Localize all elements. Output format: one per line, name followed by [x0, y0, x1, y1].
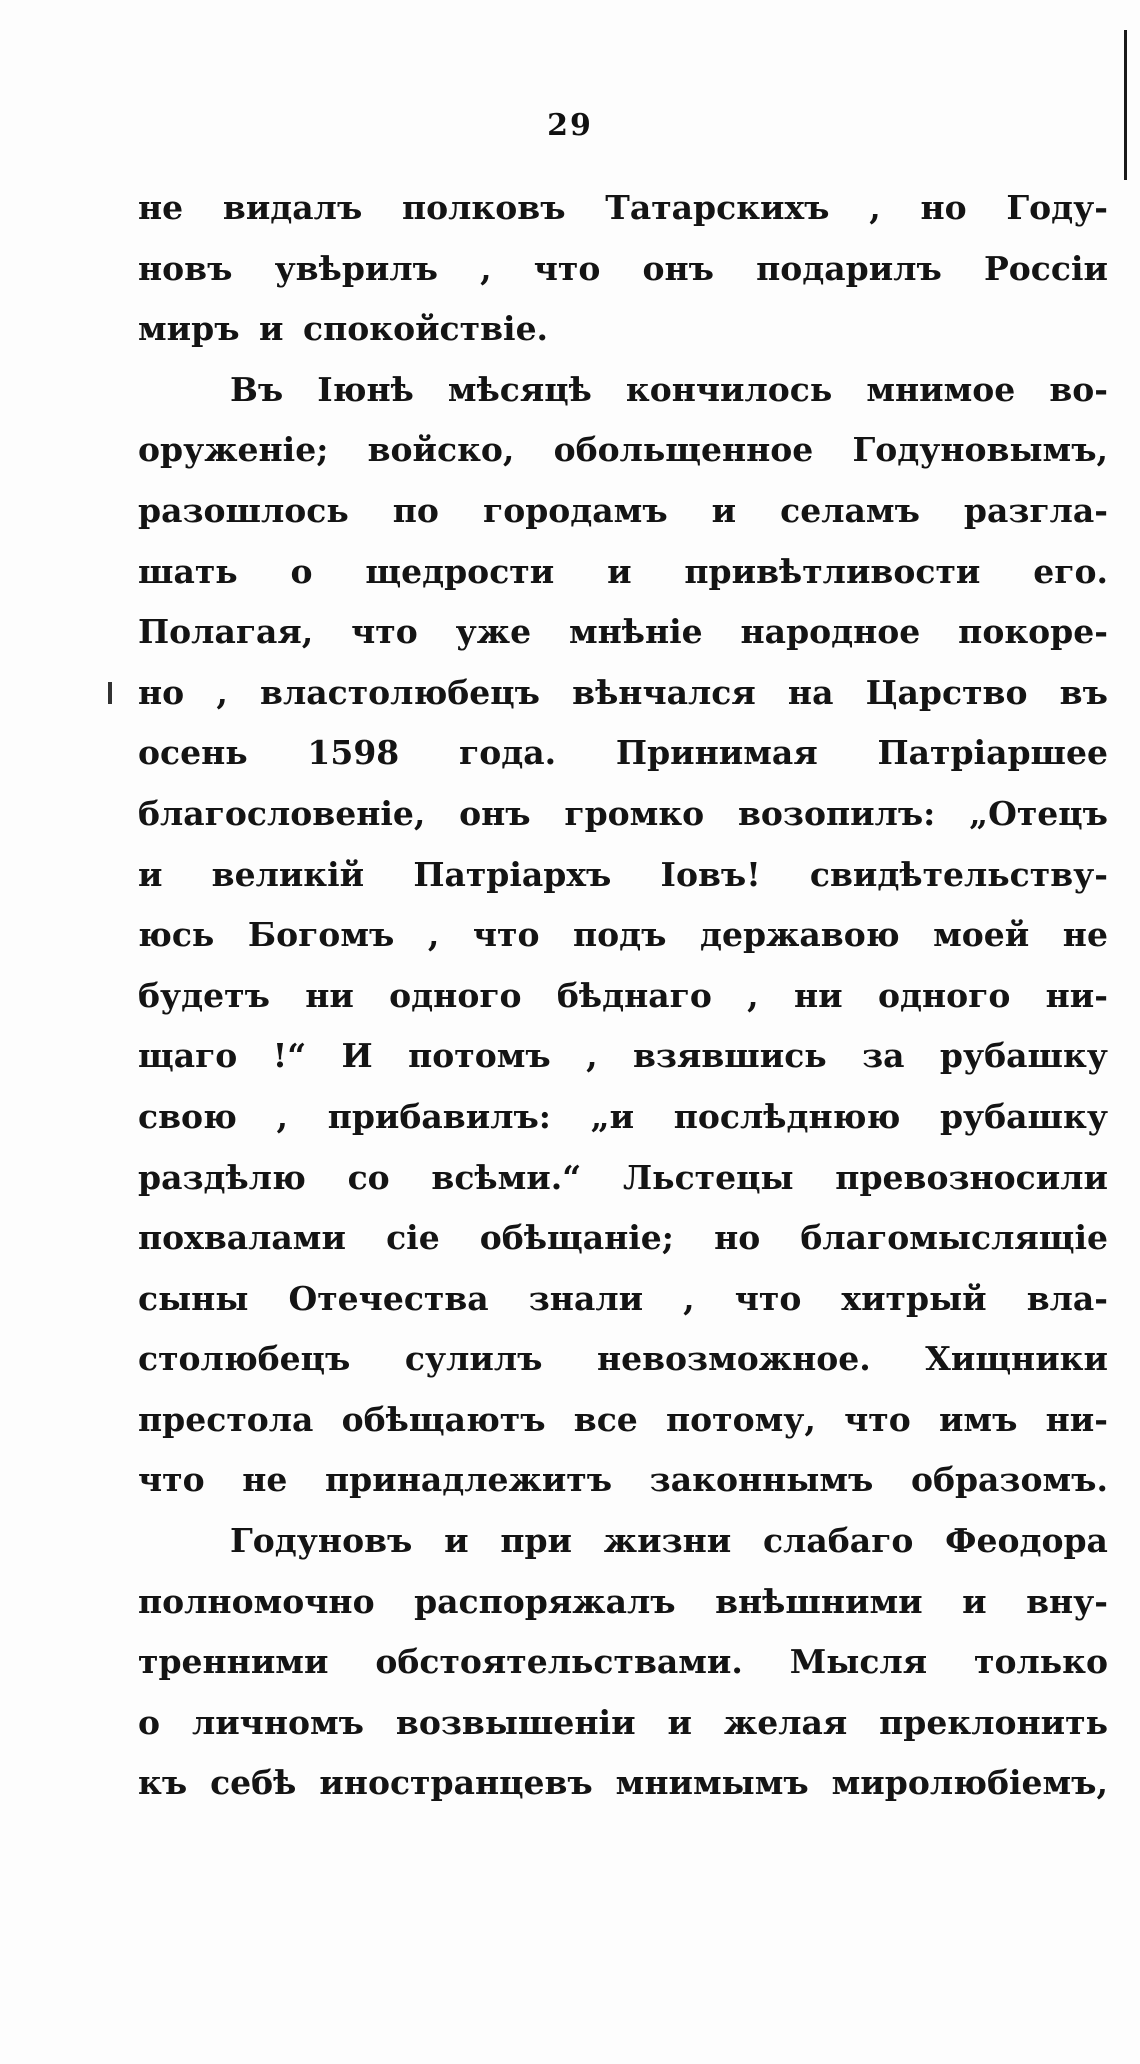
word: войско, — [367, 430, 515, 470]
word: щаго — [138, 1036, 238, 1076]
word: и — [444, 1521, 469, 1561]
text-line — [138, 1693, 1108, 1754]
word: Годуновъ — [230, 1521, 413, 1561]
word: 1598 — [307, 733, 400, 773]
text-line — [138, 1329, 1108, 1390]
word: увѣрилъ — [274, 248, 438, 288]
word: одного — [389, 975, 522, 1015]
text-line — [138, 905, 1108, 966]
word: вѣнчался — [572, 672, 756, 712]
word: что — [351, 612, 418, 652]
text-line — [138, 1208, 1108, 1269]
word: рубашку — [939, 1036, 1108, 1076]
word: Іюнѣ — [317, 369, 414, 409]
word: во- — [1049, 369, 1108, 409]
text-line — [138, 602, 1108, 663]
word: желая — [723, 1702, 848, 1742]
word: прибавилъ: — [327, 1096, 551, 1136]
word: И — [341, 1036, 373, 1076]
word: обстоятельствами. — [375, 1642, 743, 1682]
word: , — [480, 248, 492, 288]
word: вла- — [1026, 1278, 1108, 1318]
word: новъ — [138, 248, 233, 288]
word: Хищники — [925, 1339, 1108, 1379]
word: державою — [700, 915, 900, 955]
word: громко — [564, 793, 705, 833]
text-line — [138, 178, 1108, 239]
word: шать — [138, 551, 238, 591]
word: онъ — [459, 793, 531, 833]
word: принадлежитъ — [325, 1460, 613, 1500]
word: не — [1062, 915, 1108, 955]
word: обѣщаніе; — [479, 1218, 674, 1258]
word: но — [920, 188, 967, 227]
word: будетъ — [138, 975, 270, 1015]
word: Феодора — [945, 1521, 1108, 1561]
word: сулилъ — [404, 1339, 543, 1379]
word: Мысля — [789, 1642, 928, 1682]
word: свою — [138, 1096, 237, 1136]
word: что — [844, 1399, 911, 1439]
word: сыны — [138, 1278, 249, 1318]
word: все — [573, 1399, 638, 1439]
word: что — [138, 1460, 205, 1500]
word: и — [138, 854, 163, 894]
word: похвалами — [138, 1218, 346, 1258]
word: Патріархъ — [413, 854, 612, 894]
text-line — [138, 299, 1108, 360]
word: , — [586, 1036, 598, 1076]
text-line-content: миръ и спокойствіе. — [138, 309, 549, 349]
page-edge-mark — [1124, 30, 1127, 180]
word: благословеніе, — [138, 793, 426, 833]
word: но — [138, 672, 185, 712]
text-line — [138, 1026, 1108, 1087]
text-line — [138, 542, 1108, 603]
word: селамъ — [780, 490, 920, 530]
word: рубашку — [939, 1096, 1108, 1136]
text-line — [138, 239, 1108, 300]
word: привѣтливости — [684, 551, 981, 591]
word: Годуновымъ, — [852, 430, 1108, 470]
word: возвышеніи — [395, 1702, 636, 1742]
word: но — [714, 1218, 761, 1258]
word: распоряжалъ — [414, 1581, 676, 1621]
word: покоре- — [958, 612, 1108, 652]
word: законнымъ — [649, 1460, 874, 1500]
word: къ — [138, 1763, 188, 1803]
text-line — [138, 1572, 1108, 1633]
word: „Отецъ — [969, 793, 1108, 833]
word: мѣсяцѣ — [447, 369, 592, 409]
word: полномочно — [138, 1581, 375, 1621]
word: бѣднаго — [556, 975, 712, 1015]
text-line — [138, 845, 1108, 906]
word: сіе — [386, 1218, 440, 1258]
text-line — [138, 1450, 1108, 1511]
word: въ — [1059, 672, 1108, 712]
word: и — [667, 1702, 692, 1742]
word: столюбецъ — [138, 1339, 351, 1379]
word: властолюбецъ — [260, 672, 540, 712]
word: тренними — [138, 1642, 329, 1682]
page-number: 29 — [547, 108, 593, 143]
word: всѣми.“ — [431, 1157, 582, 1197]
word: благомыслящіе — [800, 1218, 1108, 1258]
body-text — [138, 178, 1108, 1814]
word: ни — [793, 975, 843, 1015]
word: года. — [459, 733, 557, 773]
word: , — [683, 1278, 695, 1318]
word: превозносили — [835, 1157, 1108, 1197]
word: не — [242, 1460, 288, 1500]
word: юсь — [138, 915, 215, 955]
word: кончилось — [625, 369, 833, 409]
word: на — [787, 672, 834, 712]
word: городамъ — [482, 490, 668, 530]
word: Льстецы — [622, 1157, 794, 1197]
word: потомъ — [408, 1036, 551, 1076]
word: со — [347, 1157, 390, 1197]
word: за — [862, 1036, 905, 1076]
word: , — [427, 915, 440, 955]
word: Принимая — [615, 733, 818, 773]
word: Богомъ — [247, 915, 395, 955]
word: Татарскихъ — [605, 188, 830, 227]
word: онъ — [642, 248, 714, 288]
word: народное — [740, 612, 921, 652]
word: , — [216, 672, 228, 712]
text-line — [138, 1632, 1108, 1693]
word: что — [533, 248, 601, 288]
word: , — [869, 188, 881, 227]
text-line — [138, 784, 1108, 845]
word: подъ — [573, 915, 667, 955]
word: возопилъ: — [737, 793, 936, 833]
word: знали — [528, 1278, 644, 1318]
word: жизни — [603, 1521, 732, 1561]
text-line — [138, 420, 1108, 481]
word: Въ — [230, 369, 284, 409]
word: ни- — [1045, 975, 1108, 1015]
word: ни- — [1045, 1399, 1108, 1439]
word: Іовъ! — [660, 854, 761, 894]
text-line — [138, 723, 1108, 784]
word: Отечества — [288, 1278, 489, 1318]
word: престола — [138, 1399, 314, 1439]
text-line — [138, 1087, 1108, 1148]
word: мнимое — [866, 369, 1016, 409]
word: Полагая, — [138, 612, 314, 652]
word: Царство — [865, 672, 1028, 712]
margin-mark — [108, 682, 112, 704]
word: оруженіе; — [138, 430, 329, 470]
word: при — [500, 1521, 573, 1561]
word: вну- — [1026, 1581, 1108, 1621]
word: великій — [211, 854, 365, 894]
word: одного — [877, 975, 1011, 1015]
word: и — [962, 1581, 987, 1621]
word: свидѣтельству- — [809, 854, 1108, 894]
word: имъ — [938, 1399, 1018, 1439]
word: его. — [1033, 551, 1108, 591]
text-line — [138, 1148, 1108, 1209]
word: разгла- — [963, 490, 1108, 530]
word: щедрости — [365, 551, 555, 591]
word: уже — [455, 612, 532, 652]
word: хитрый — [841, 1278, 987, 1318]
text-line — [138, 966, 1108, 1027]
word: что — [472, 915, 540, 955]
word: послѣднюю — [673, 1096, 901, 1136]
word: невозможное. — [596, 1339, 871, 1379]
word: личномъ — [191, 1702, 364, 1742]
word: обольщенное — [553, 430, 814, 470]
word: мнимымъ — [615, 1763, 809, 1803]
word: образомъ. — [910, 1460, 1108, 1500]
word: себѣ — [210, 1763, 297, 1803]
text-line — [138, 481, 1108, 542]
word: , — [747, 975, 759, 1015]
word: разошлось — [138, 490, 349, 530]
word: иностранцевъ — [319, 1763, 593, 1803]
text-line — [138, 1390, 1108, 1451]
word: преклонить — [879, 1702, 1108, 1742]
word: мнѣніе — [568, 612, 703, 652]
word: осень — [138, 733, 248, 773]
text-line — [138, 663, 1108, 724]
word: только — [974, 1642, 1108, 1682]
word: !“ — [272, 1036, 307, 1076]
word: внѣшними — [715, 1581, 923, 1621]
word: подарилъ — [756, 248, 942, 288]
word: ни — [305, 975, 354, 1015]
word: и — [711, 490, 737, 530]
word: не — [138, 188, 184, 227]
word: Году- — [1006, 188, 1108, 227]
word: раздѣлю — [138, 1157, 306, 1197]
text-line — [138, 1511, 1108, 1572]
word: взявшись — [632, 1036, 827, 1076]
word: что — [734, 1278, 802, 1318]
word: о — [138, 1702, 161, 1742]
text-line — [138, 1753, 1108, 1814]
word: полковъ — [402, 188, 566, 227]
word: о — [290, 551, 313, 591]
word: по — [392, 490, 439, 530]
word: миролюбіемъ, — [831, 1763, 1108, 1803]
word: потому, — [666, 1399, 816, 1439]
word: и — [607, 551, 632, 591]
word: „и — [590, 1096, 635, 1136]
word: слабаго — [763, 1521, 914, 1561]
word: видалъ — [222, 188, 363, 227]
word: Россіи — [983, 248, 1108, 288]
word: моей — [933, 915, 1030, 955]
word: , — [276, 1096, 289, 1136]
text-line — [138, 360, 1108, 421]
word: обѣщаютъ — [341, 1399, 546, 1439]
text-line — [138, 1269, 1108, 1330]
word: Патріаршее — [877, 733, 1108, 773]
